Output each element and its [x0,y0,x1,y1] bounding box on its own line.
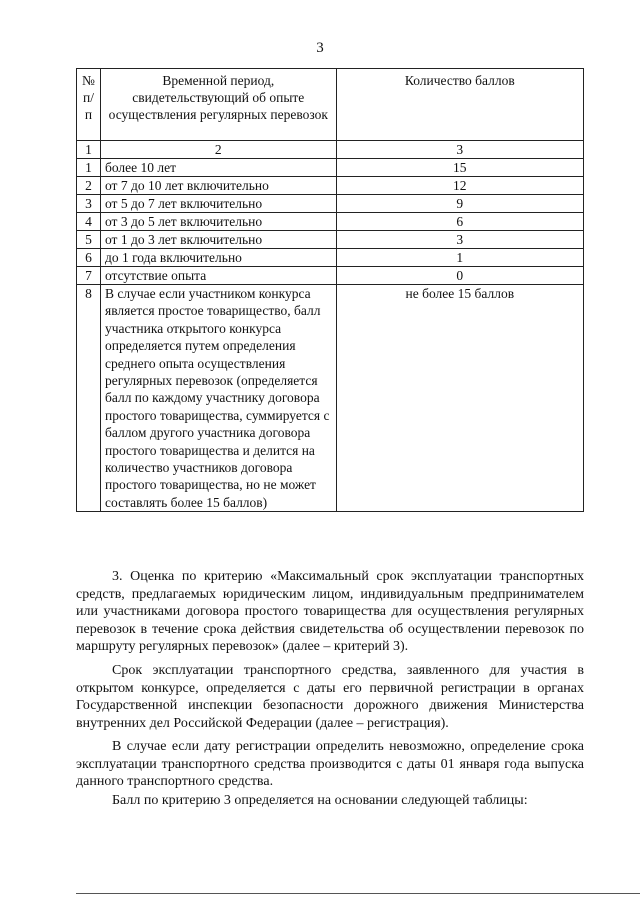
paragraph-registration-unknown: В случае если дату регистрации определить невозможно, определение срока эксплуатации транспортного средства производится с даты 01 января года выпуска данного транспортного средства. [76,739,584,789]
table-row [77,159,584,177]
table-row [77,285,584,512]
row-period: от 3 до 5 лет включительно [100,213,336,231]
header-score: Количество баллов [336,69,583,141]
footer-divider [76,893,640,894]
row-score: 3 [336,231,583,249]
row-num: 2 [77,177,101,195]
page-number: 3 [316,40,324,56]
row-score: 6 [336,213,583,231]
table-row [77,231,584,249]
column-index-row [77,141,584,159]
row-period: от 1 до 3 лет включительно [100,231,336,249]
row-score: 15 [336,159,583,177]
row-score: 9 [336,195,583,213]
header-period: Временной период, свидетельствующий об опыте осуществления регулярных перевозок [100,69,336,141]
row-num: 6 [77,249,101,267]
row-score: 1 [336,249,583,267]
table-row [77,195,584,213]
paragraph-operation-period: Срок эксплуатации транспортного средства, заявленного для участия в открытом конкурсе, определяется с даты его первичной регистрации в органах Государственной инспекции безопасности дорожного движения Министерства внутренних дел Российской Федерации (далее – регистрация). [76,663,584,731]
row-score: не более 15 баллов [336,285,583,512]
table-header-row [77,69,584,141]
row-num: 4 [77,213,101,231]
row-period: более 10 лет [100,159,336,177]
row-score: 0 [336,267,583,285]
row-num: 3 [77,195,101,213]
row-period: до 1 года включительно [100,249,336,267]
table-row [77,213,584,231]
row-period: от 7 до 10 лет включительно [100,177,336,195]
row-period: от 5 до 7 лет включительно [100,195,336,213]
column-index-period: 2 [100,141,336,159]
row-num: 5 [77,231,101,249]
paragraph-criterion-3: 3. Оценка по критерию «Максимальный срок эксплуатации транспортных средств, предлагаемых юридическим лицом, индивидуальным предпринимателем или участниками договора простого товарищества для осуществления регулярных перевозок в течение срока действия свидетельства об осуществлении перевозок по маршруту регулярных перевозок» (далее – критерий 3). [76,569,584,654]
header-num: № п/п [77,69,101,141]
table-row [77,249,584,267]
row-period: В случае если участником конкурса является простое товарищество, балл участника открытого конкурса определяется путем определения среднего опыта осуществления регулярных перевозок (определяется балл по каждому участнику договора простого товарищества, суммируется с баллом другого участника договора простого товарищества и делится на количество участников договора простого товарищества, но не может составлять более 15 баллов) [100,285,336,512]
row-period: отсутствие опыта [100,267,336,285]
experience-score-table [76,68,584,512]
row-num: 1 [77,159,101,177]
row-score: 12 [336,177,583,195]
column-index-num: 1 [77,141,101,159]
paragraph-score-table-intro: Балл по критерию 3 определяется на основании следующей таблицы: [112,793,528,808]
row-num: 8 [77,285,101,512]
table-row [77,177,584,195]
table-row [77,267,584,285]
column-index-score: 3 [336,141,583,159]
row-num: 7 [77,267,101,285]
